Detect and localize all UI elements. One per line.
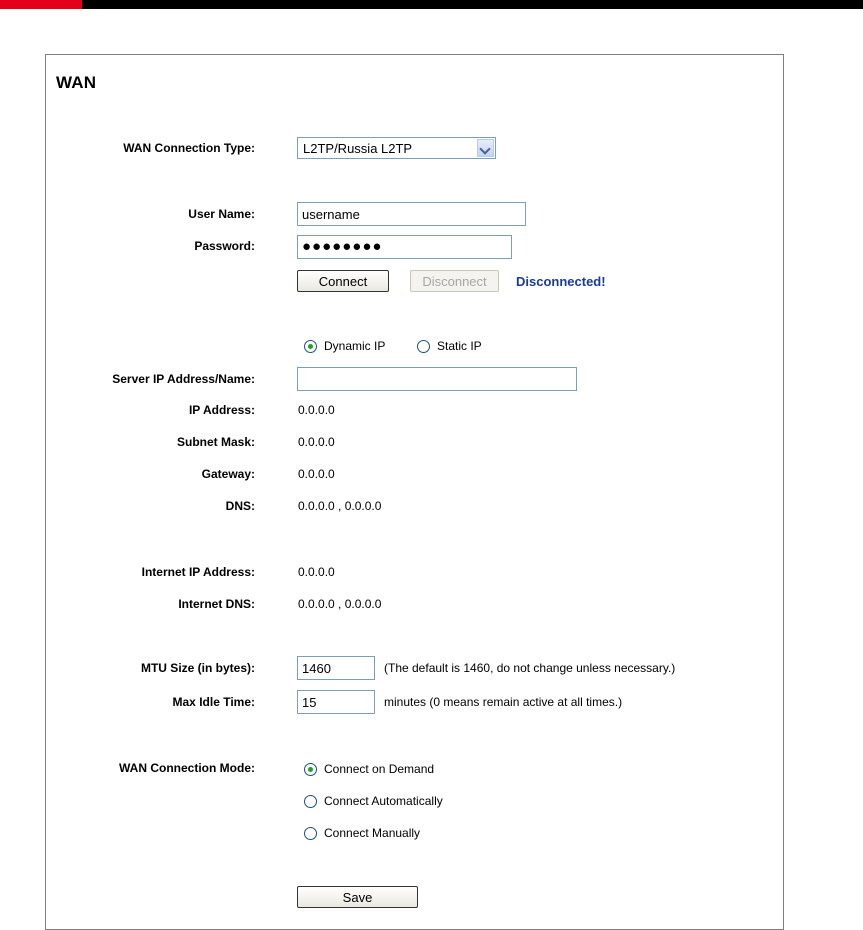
chevron-down-icon[interactable] [477,139,494,157]
user-name-label: User Name: [188,207,255,221]
ip-mode-dynamic-label: Dynamic IP [324,339,386,353]
page-title: WAN [56,73,97,92]
ip-address-label: IP Address: [188,403,255,417]
dns-value: 0.0.0.0 , 0.0.0.0 [298,499,382,513]
radio-checked-icon[interactable] [304,340,317,353]
radio-unchecked-icon[interactable] [417,340,430,353]
internet-dns-label: Internet DNS: [178,597,255,611]
gateway-value: 0.0.0.0 [298,467,335,481]
ip-address-value: 0.0.0.0 [298,403,335,417]
dns-label: DNS: [225,499,255,513]
radio-checked-icon[interactable] [304,763,317,776]
password-label: Password: [194,239,255,253]
internet-ip-value: 0.0.0.0 [298,565,335,579]
max-idle-label: Max Idle Time: [172,695,255,709]
mtu-label: MTU Size (in bytes): [140,661,255,675]
mtu-hint: (The default is 1460, do not change unless necessary.) [384,661,676,675]
wan-connection-type-select[interactable] [297,137,496,159]
save-button[interactable]: Save [297,886,418,908]
wan-connection-mode-label: WAN Connection Mode: [119,761,255,775]
mtu-input[interactable] [297,656,375,680]
server-ip-label: Server IP Address/Name: [112,372,255,386]
subnet-mask-value: 0.0.0.0 [298,435,335,449]
wan-connection-type-label: WAN Connection Type: [123,141,255,155]
ip-mode-dynamic[interactable] [304,339,385,353]
ip-mode-static[interactable] [417,339,482,353]
connection-status: Disconnected! [516,274,606,289]
mode-manual-label: Connect Manually [324,826,421,840]
connect-button[interactable]: Connect [297,270,389,292]
server-ip-input[interactable] [297,367,577,391]
mode-automatic-label: Connect Automatically [324,794,443,808]
brand-stripe [0,0,82,9]
user-name-input[interactable] [297,202,526,226]
radio-unchecked-icon[interactable] [304,795,317,808]
max-idle-input[interactable] [297,690,375,714]
gateway-label: Gateway: [201,467,255,481]
disconnect-button[interactable]: Disconnect [410,270,499,292]
mode-on-demand[interactable] [304,762,434,776]
mode-automatic[interactable] [304,794,443,808]
wan-connection-type-value: L2TP/Russia L2TP [303,141,413,156]
ip-mode-static-label: Static IP [437,339,482,353]
mode-manual[interactable] [304,826,420,840]
internet-dns-value: 0.0.0.0 , 0.0.0.0 [298,597,382,611]
top-banner [0,0,863,9]
radio-unchecked-icon[interactable] [304,827,317,840]
mode-on-demand-label: Connect on Demand [324,762,435,776]
max-idle-hint: minutes (0 means remain active at all times.) [384,695,623,709]
internet-ip-label: Internet IP Address: [141,565,255,579]
subnet-mask-label: Subnet Mask: [176,435,255,449]
wan-settings-panel [45,54,784,930]
password-input[interactable]: ●●●●●●●● [297,235,512,259]
